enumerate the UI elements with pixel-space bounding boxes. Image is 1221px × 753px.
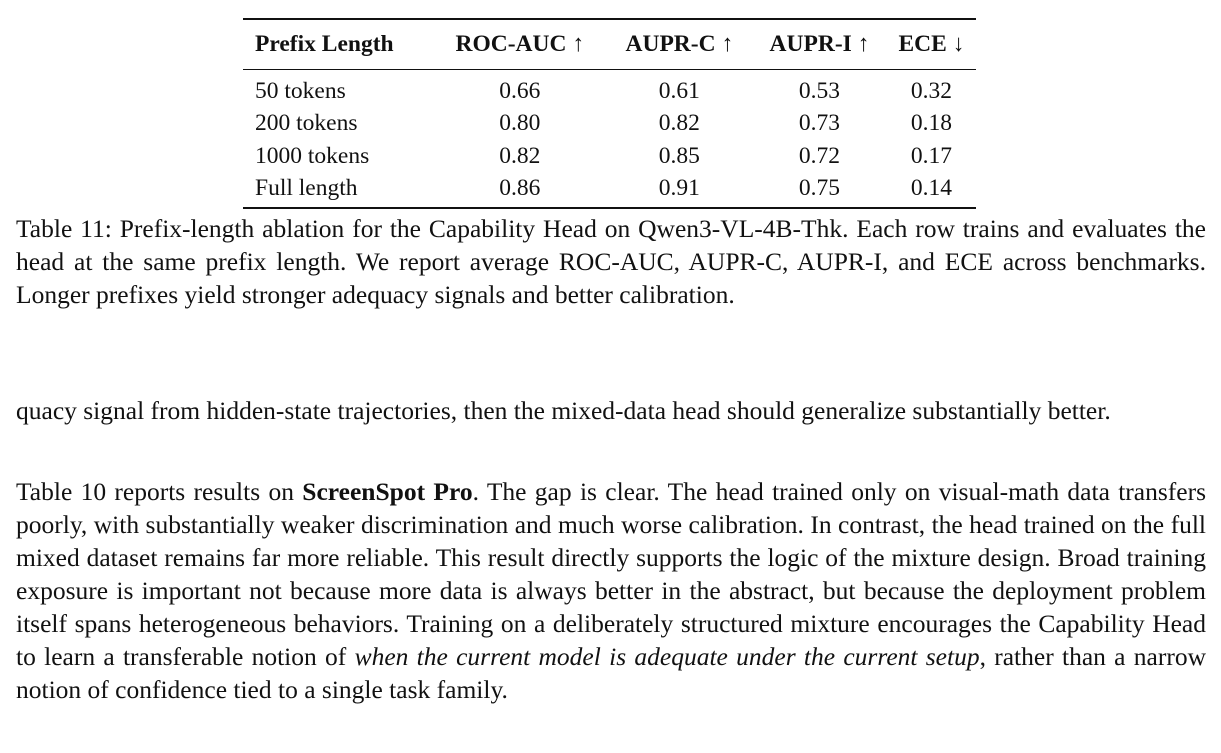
paragraph-2-text-start: Table 10 reports results on (16, 477, 303, 506)
cell-prefix: 1000 tokens (255, 142, 370, 169)
benchmark-name-bold: ScreenSpot Pro (302, 477, 473, 506)
header-prefix-length: Prefix Length (255, 31, 394, 57)
cell-prefix: 200 tokens (255, 110, 358, 136)
cell-aupr-c: 0.61 (658, 77, 700, 104)
body-paragraph-1: quacy signal from hidden-state trajectories, then the mixed-data head should generalize substantially better. (16, 396, 1111, 425)
cell-roc-auc: 0.82 (499, 142, 541, 169)
cell-ece: 0.14 (910, 175, 953, 201)
cell-ece: 0.18 (910, 110, 953, 136)
cell-prefix: 50 tokens (255, 77, 346, 104)
paragraph-2-text-middle: . The gap is clear. The head trained only on visual-math data transfers poorly, with substantially weaker discrimination and much worse calibration. In contrast, the head trained on the full mixed dataset remains far more reliable. This result directly supports the logic of the mixture design. Broad training exposure is important not because more data is always better in the abstract, but because the deployment problem itself spans heterogeneous behaviors. Training on a deliberately structured mixture encourages the Capability Head to learn a transferable notion of (16, 477, 1207, 671)
cell-aupr-i: 0.72 (798, 142, 841, 169)
results-table-container (243, 18, 976, 209)
table-row (243, 140, 976, 173)
cell-ece: 0.32 (910, 77, 953, 104)
cell-aupr-c: 0.85 (658, 142, 700, 169)
cell-aupr-i: 0.53 (798, 77, 841, 104)
paragraph-2-text-end: , rather than a narrow notion of confidence tied to a single task family. (16, 642, 1206, 704)
header-roc-auc: ROC-AUC ↑ (455, 31, 585, 57)
cell-aupr-i: 0.75 (798, 175, 841, 201)
table-caption: Table 11: Prefix-length ablation for the Capability Head on Qwen3-VL-4B-Thk. Each row trains and evaluates the head at the same prefix length. We report average ROC-AUC, AUPR-C, AUPR-I, and ECE across benchmarks. Longer prefixes yield stronger adequacy signals and better calibration. (16, 214, 1206, 309)
header-aupr-c: AUPR-C ↑ (625, 31, 734, 57)
cell-roc-auc: 0.80 (499, 110, 541, 136)
table-row (243, 173, 976, 209)
prefix-length-table (243, 18, 976, 209)
table-row (243, 69, 976, 108)
cell-aupr-i: 0.73 (798, 110, 841, 136)
cell-roc-auc: 0.86 (499, 175, 541, 201)
table-row (243, 108, 976, 141)
italic-phrase: when the current model is adequate under the current setup (354, 642, 980, 671)
table-header-row (243, 19, 976, 69)
cell-ece: 0.17 (910, 142, 953, 169)
cell-aupr-c: 0.82 (658, 110, 700, 136)
header-ece: ECE ↓ (898, 31, 965, 57)
cell-prefix: Full length (255, 175, 358, 201)
body-paragraph-2 (16, 475, 1206, 706)
cell-aupr-c: 0.91 (658, 175, 700, 201)
cell-roc-auc: 0.66 (499, 77, 541, 104)
header-aupr-i: AUPR-I ↑ (769, 31, 870, 57)
